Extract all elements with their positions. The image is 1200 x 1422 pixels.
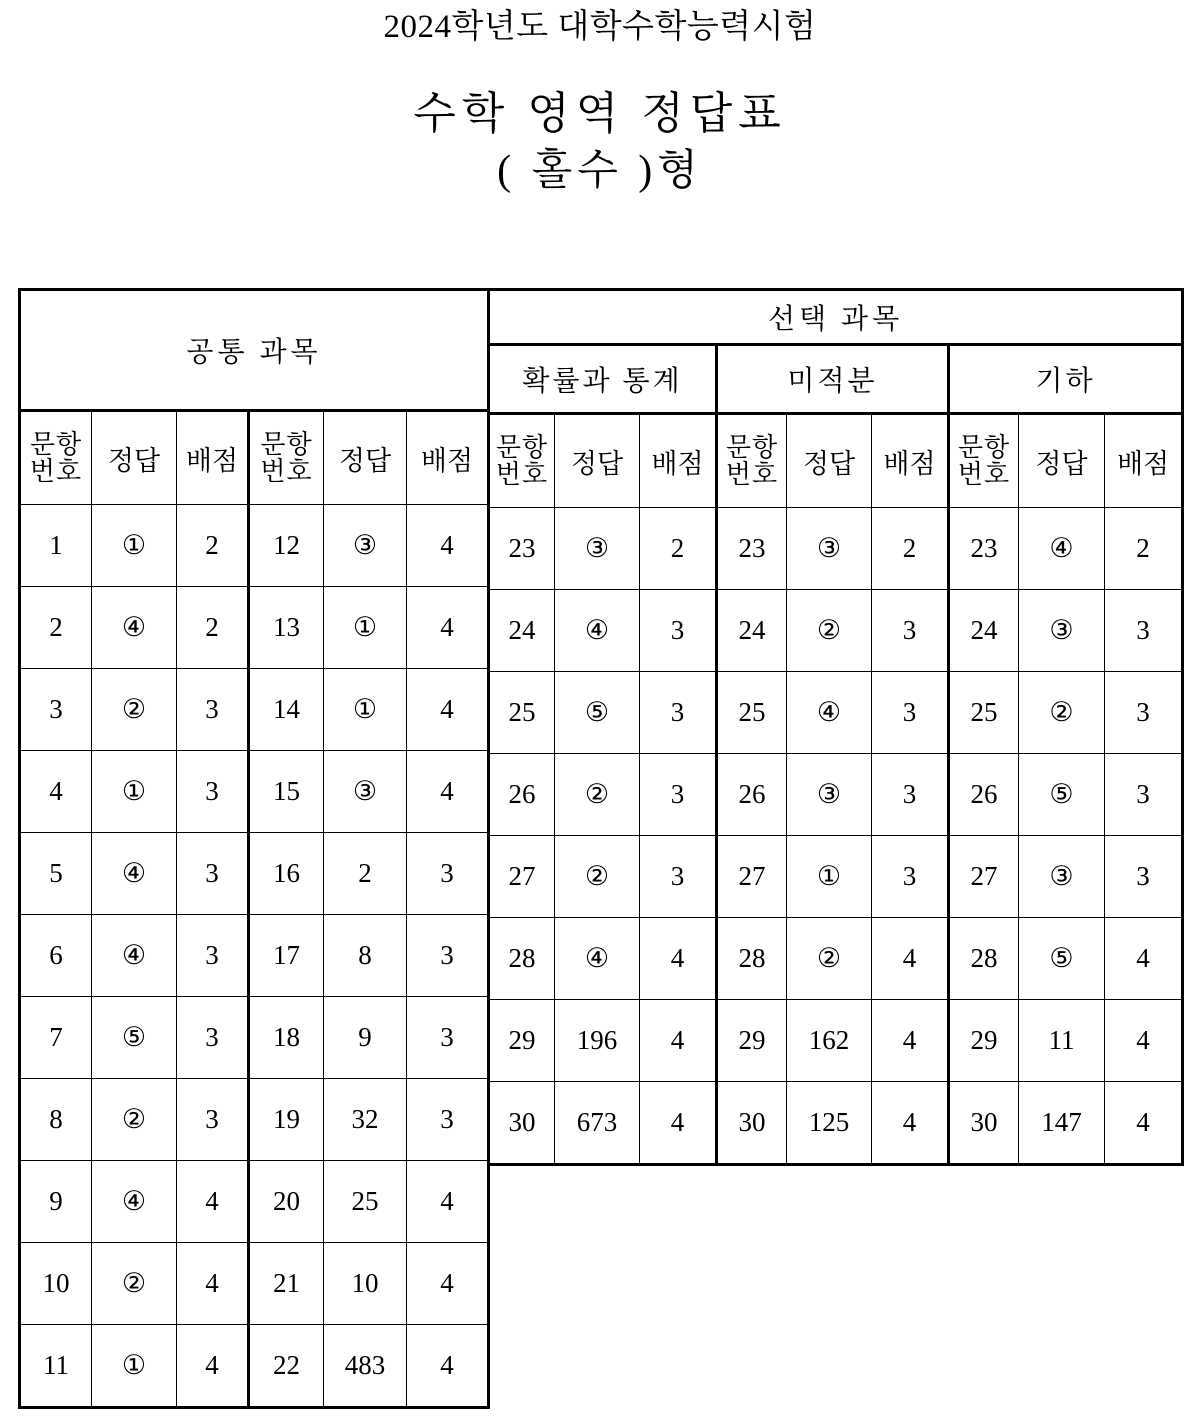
answer: ③ <box>555 508 640 590</box>
header-points-common-1: 배점 <box>177 411 249 505</box>
answer: ② <box>92 1243 177 1325</box>
answer: ④ <box>555 918 640 1000</box>
header-line2: 번호 <box>495 460 549 489</box>
header-answer-geo: 정답 <box>1019 414 1105 508</box>
points: 3 <box>640 754 717 836</box>
page-header <box>0 0 1200 197</box>
points: 3 <box>177 915 249 997</box>
points: 4 <box>640 1000 717 1082</box>
header-points-common-2: 배점 <box>407 411 489 505</box>
answer: ④ <box>92 587 177 669</box>
answer: ① <box>92 1325 177 1408</box>
points: 4 <box>1105 918 1183 1000</box>
question-no: 14 <box>249 669 324 751</box>
common-subject-table <box>18 288 490 1409</box>
points: 3 <box>177 997 249 1079</box>
header-points-prob: 배점 <box>640 414 717 508</box>
points: 4 <box>640 918 717 1000</box>
elective-subject-table <box>487 288 1184 1166</box>
header-line2: 번호 <box>260 457 313 486</box>
points: 4 <box>407 587 489 669</box>
points: 3 <box>872 836 949 918</box>
answer: ① <box>92 505 177 587</box>
question-no: 17 <box>249 915 324 997</box>
question-no: 13 <box>249 587 324 669</box>
points: 2 <box>177 587 249 669</box>
table-row <box>489 754 1183 836</box>
answer: 483 <box>324 1325 407 1408</box>
points: 3 <box>640 672 717 754</box>
points: 4 <box>177 1325 249 1408</box>
answer: ② <box>555 754 640 836</box>
header-answer-calc: 정답 <box>787 414 872 508</box>
header-line1: 문항 <box>725 432 779 462</box>
table-row <box>20 587 489 669</box>
points: 3 <box>872 590 949 672</box>
table-row <box>20 1243 489 1325</box>
subject-header-calculus: 미적분 <box>717 345 949 414</box>
answer: ④ <box>92 833 177 915</box>
header-points-geo: 배점 <box>1105 414 1183 508</box>
question-no: 23 <box>717 508 787 590</box>
answer: ④ <box>555 590 640 672</box>
answer: ① <box>92 751 177 833</box>
table-row <box>489 508 1183 590</box>
answer: 10 <box>324 1243 407 1325</box>
points: 4 <box>1105 1082 1183 1165</box>
header-question-no-common-1 <box>20 411 92 505</box>
points: 4 <box>872 1082 949 1165</box>
answer: 2 <box>324 833 407 915</box>
header-line2: 번호 <box>957 460 1011 489</box>
table-row <box>20 833 489 915</box>
points: 2 <box>872 508 949 590</box>
points: 3 <box>177 751 249 833</box>
subject-header-geometry: 기하 <box>949 345 1183 414</box>
header-question-no-common-2 <box>249 411 324 505</box>
table-row <box>489 836 1183 918</box>
question-no: 30 <box>717 1082 787 1165</box>
answer: ② <box>92 669 177 751</box>
answer: ⑤ <box>1019 918 1105 1000</box>
question-no: 12 <box>249 505 324 587</box>
header-points-calc: 배점 <box>872 414 949 508</box>
question-no: 24 <box>489 590 555 672</box>
table-row <box>489 1082 1183 1165</box>
question-no: 20 <box>249 1161 324 1243</box>
points: 4 <box>407 669 489 751</box>
header-answer-common-2: 정답 <box>324 411 407 505</box>
form-title: ( 홀수 )형 <box>497 147 703 194</box>
answer: ② <box>787 590 872 672</box>
points: 4 <box>407 1325 489 1408</box>
answer: 673 <box>555 1082 640 1165</box>
question-no: 27 <box>489 836 555 918</box>
header-line1: 문항 <box>29 429 83 459</box>
table-row <box>20 1079 489 1161</box>
table-row <box>20 1325 489 1408</box>
points: 4 <box>177 1161 249 1243</box>
question-no: 7 <box>20 997 92 1079</box>
answer: ④ <box>92 1161 177 1243</box>
header-line2: 번호 <box>725 460 779 489</box>
points: 3 <box>407 1079 489 1161</box>
question-no: 23 <box>949 508 1019 590</box>
answer: 125 <box>787 1082 872 1165</box>
points: 3 <box>872 672 949 754</box>
points: 4 <box>640 1082 717 1165</box>
header-question-no-geo <box>949 414 1019 508</box>
table-row <box>20 669 489 751</box>
points: 3 <box>177 1079 249 1161</box>
points: 4 <box>1105 1000 1183 1082</box>
subject-title: 수학 영역 정답표 <box>413 88 787 138</box>
question-no: 4 <box>20 751 92 833</box>
points: 3 <box>1105 754 1183 836</box>
question-no: 27 <box>717 836 787 918</box>
header-question-no-calc <box>717 414 787 508</box>
points: 4 <box>407 1161 489 1243</box>
table-row <box>20 751 489 833</box>
table-row <box>20 915 489 997</box>
question-no: 28 <box>949 918 1019 1000</box>
points: 2 <box>177 505 249 587</box>
question-no: 26 <box>489 754 555 836</box>
header-answer-prob: 정답 <box>555 414 640 508</box>
question-no: 19 <box>249 1079 324 1161</box>
answer: ③ <box>324 505 407 587</box>
common-section-label: 공통 과목 <box>20 290 489 411</box>
table-row <box>20 1161 489 1243</box>
question-no: 26 <box>717 754 787 836</box>
question-no: 25 <box>717 672 787 754</box>
answer-key-tables <box>18 288 1182 1404</box>
table-row <box>489 918 1183 1000</box>
points: 3 <box>1105 590 1183 672</box>
question-no: 22 <box>249 1325 324 1408</box>
header-line2: 번호 <box>29 457 83 486</box>
answer: 11 <box>1019 1000 1105 1082</box>
points: 3 <box>407 997 489 1079</box>
question-no: 25 <box>489 672 555 754</box>
question-no: 15 <box>249 751 324 833</box>
question-no: 9 <box>20 1161 92 1243</box>
question-no: 6 <box>20 915 92 997</box>
question-no: 26 <box>949 754 1019 836</box>
answer: ⑤ <box>1019 754 1105 836</box>
question-no: 18 <box>249 997 324 1079</box>
answer: ① <box>787 836 872 918</box>
points: 2 <box>1105 508 1183 590</box>
question-no: 30 <box>949 1082 1019 1165</box>
table-row <box>20 505 489 587</box>
answer: ③ <box>1019 590 1105 672</box>
answer: ② <box>1019 672 1105 754</box>
question-no: 29 <box>717 1000 787 1082</box>
points: 4 <box>407 1243 489 1325</box>
question-no: 10 <box>20 1243 92 1325</box>
table-row <box>489 590 1183 672</box>
table-row <box>20 997 489 1079</box>
points: 3 <box>640 836 717 918</box>
header-answer-common-1: 정답 <box>92 411 177 505</box>
points: 2 <box>640 508 717 590</box>
elective-section-label: 선택 과목 <box>489 290 1183 345</box>
question-no: 29 <box>949 1000 1019 1082</box>
question-no: 27 <box>949 836 1019 918</box>
subject-header-probability-statistics: 확률과 통계 <box>489 345 717 414</box>
points: 4 <box>407 751 489 833</box>
points: 3 <box>407 915 489 997</box>
question-no: 24 <box>717 590 787 672</box>
question-no: 29 <box>489 1000 555 1082</box>
points: 3 <box>640 590 717 672</box>
answer: 162 <box>787 1000 872 1082</box>
points: 4 <box>872 1000 949 1082</box>
points: 3 <box>1105 672 1183 754</box>
answer: 25 <box>324 1161 407 1243</box>
header-line1: 문항 <box>495 432 549 462</box>
answer: ④ <box>787 672 872 754</box>
answer: ③ <box>324 751 407 833</box>
table-row <box>489 672 1183 754</box>
answer: ② <box>555 836 640 918</box>
answer: 147 <box>1019 1082 1105 1165</box>
question-no: 21 <box>249 1243 324 1325</box>
header-line1: 문항 <box>957 432 1011 462</box>
answer: ② <box>92 1079 177 1161</box>
answer: ① <box>324 669 407 751</box>
question-no: 23 <box>489 508 555 590</box>
question-no: 16 <box>249 833 324 915</box>
points: 3 <box>1105 836 1183 918</box>
answer: ① <box>324 587 407 669</box>
question-no: 5 <box>20 833 92 915</box>
points: 4 <box>872 918 949 1000</box>
question-no: 24 <box>949 590 1019 672</box>
answer: ② <box>787 918 872 1000</box>
table-row <box>489 1000 1183 1082</box>
answer: ④ <box>1019 508 1105 590</box>
answer: 8 <box>324 915 407 997</box>
question-no: 2 <box>20 587 92 669</box>
question-no: 8 <box>20 1079 92 1161</box>
points: 4 <box>177 1243 249 1325</box>
points: 3 <box>407 833 489 915</box>
question-no: 28 <box>489 918 555 1000</box>
points: 3 <box>872 754 949 836</box>
answer: ③ <box>787 754 872 836</box>
header-question-no-prob <box>489 414 555 508</box>
exam-year-title: 2024학년도 대학수학능력시험 <box>383 9 817 45</box>
question-no: 3 <box>20 669 92 751</box>
points: 4 <box>407 505 489 587</box>
header-line1: 문항 <box>260 429 313 459</box>
answer: 196 <box>555 1000 640 1082</box>
points: 3 <box>177 833 249 915</box>
question-no: 25 <box>949 672 1019 754</box>
answer: ③ <box>787 508 872 590</box>
question-no: 11 <box>20 1325 92 1408</box>
answer: ⑤ <box>555 672 640 754</box>
answer: 9 <box>324 997 407 1079</box>
question-no: 1 <box>20 505 92 587</box>
answer: ③ <box>1019 836 1105 918</box>
answer: ④ <box>92 915 177 997</box>
question-no: 30 <box>489 1082 555 1165</box>
answer: 32 <box>324 1079 407 1161</box>
points: 3 <box>177 669 249 751</box>
answer: ⑤ <box>92 997 177 1079</box>
question-no: 28 <box>717 918 787 1000</box>
